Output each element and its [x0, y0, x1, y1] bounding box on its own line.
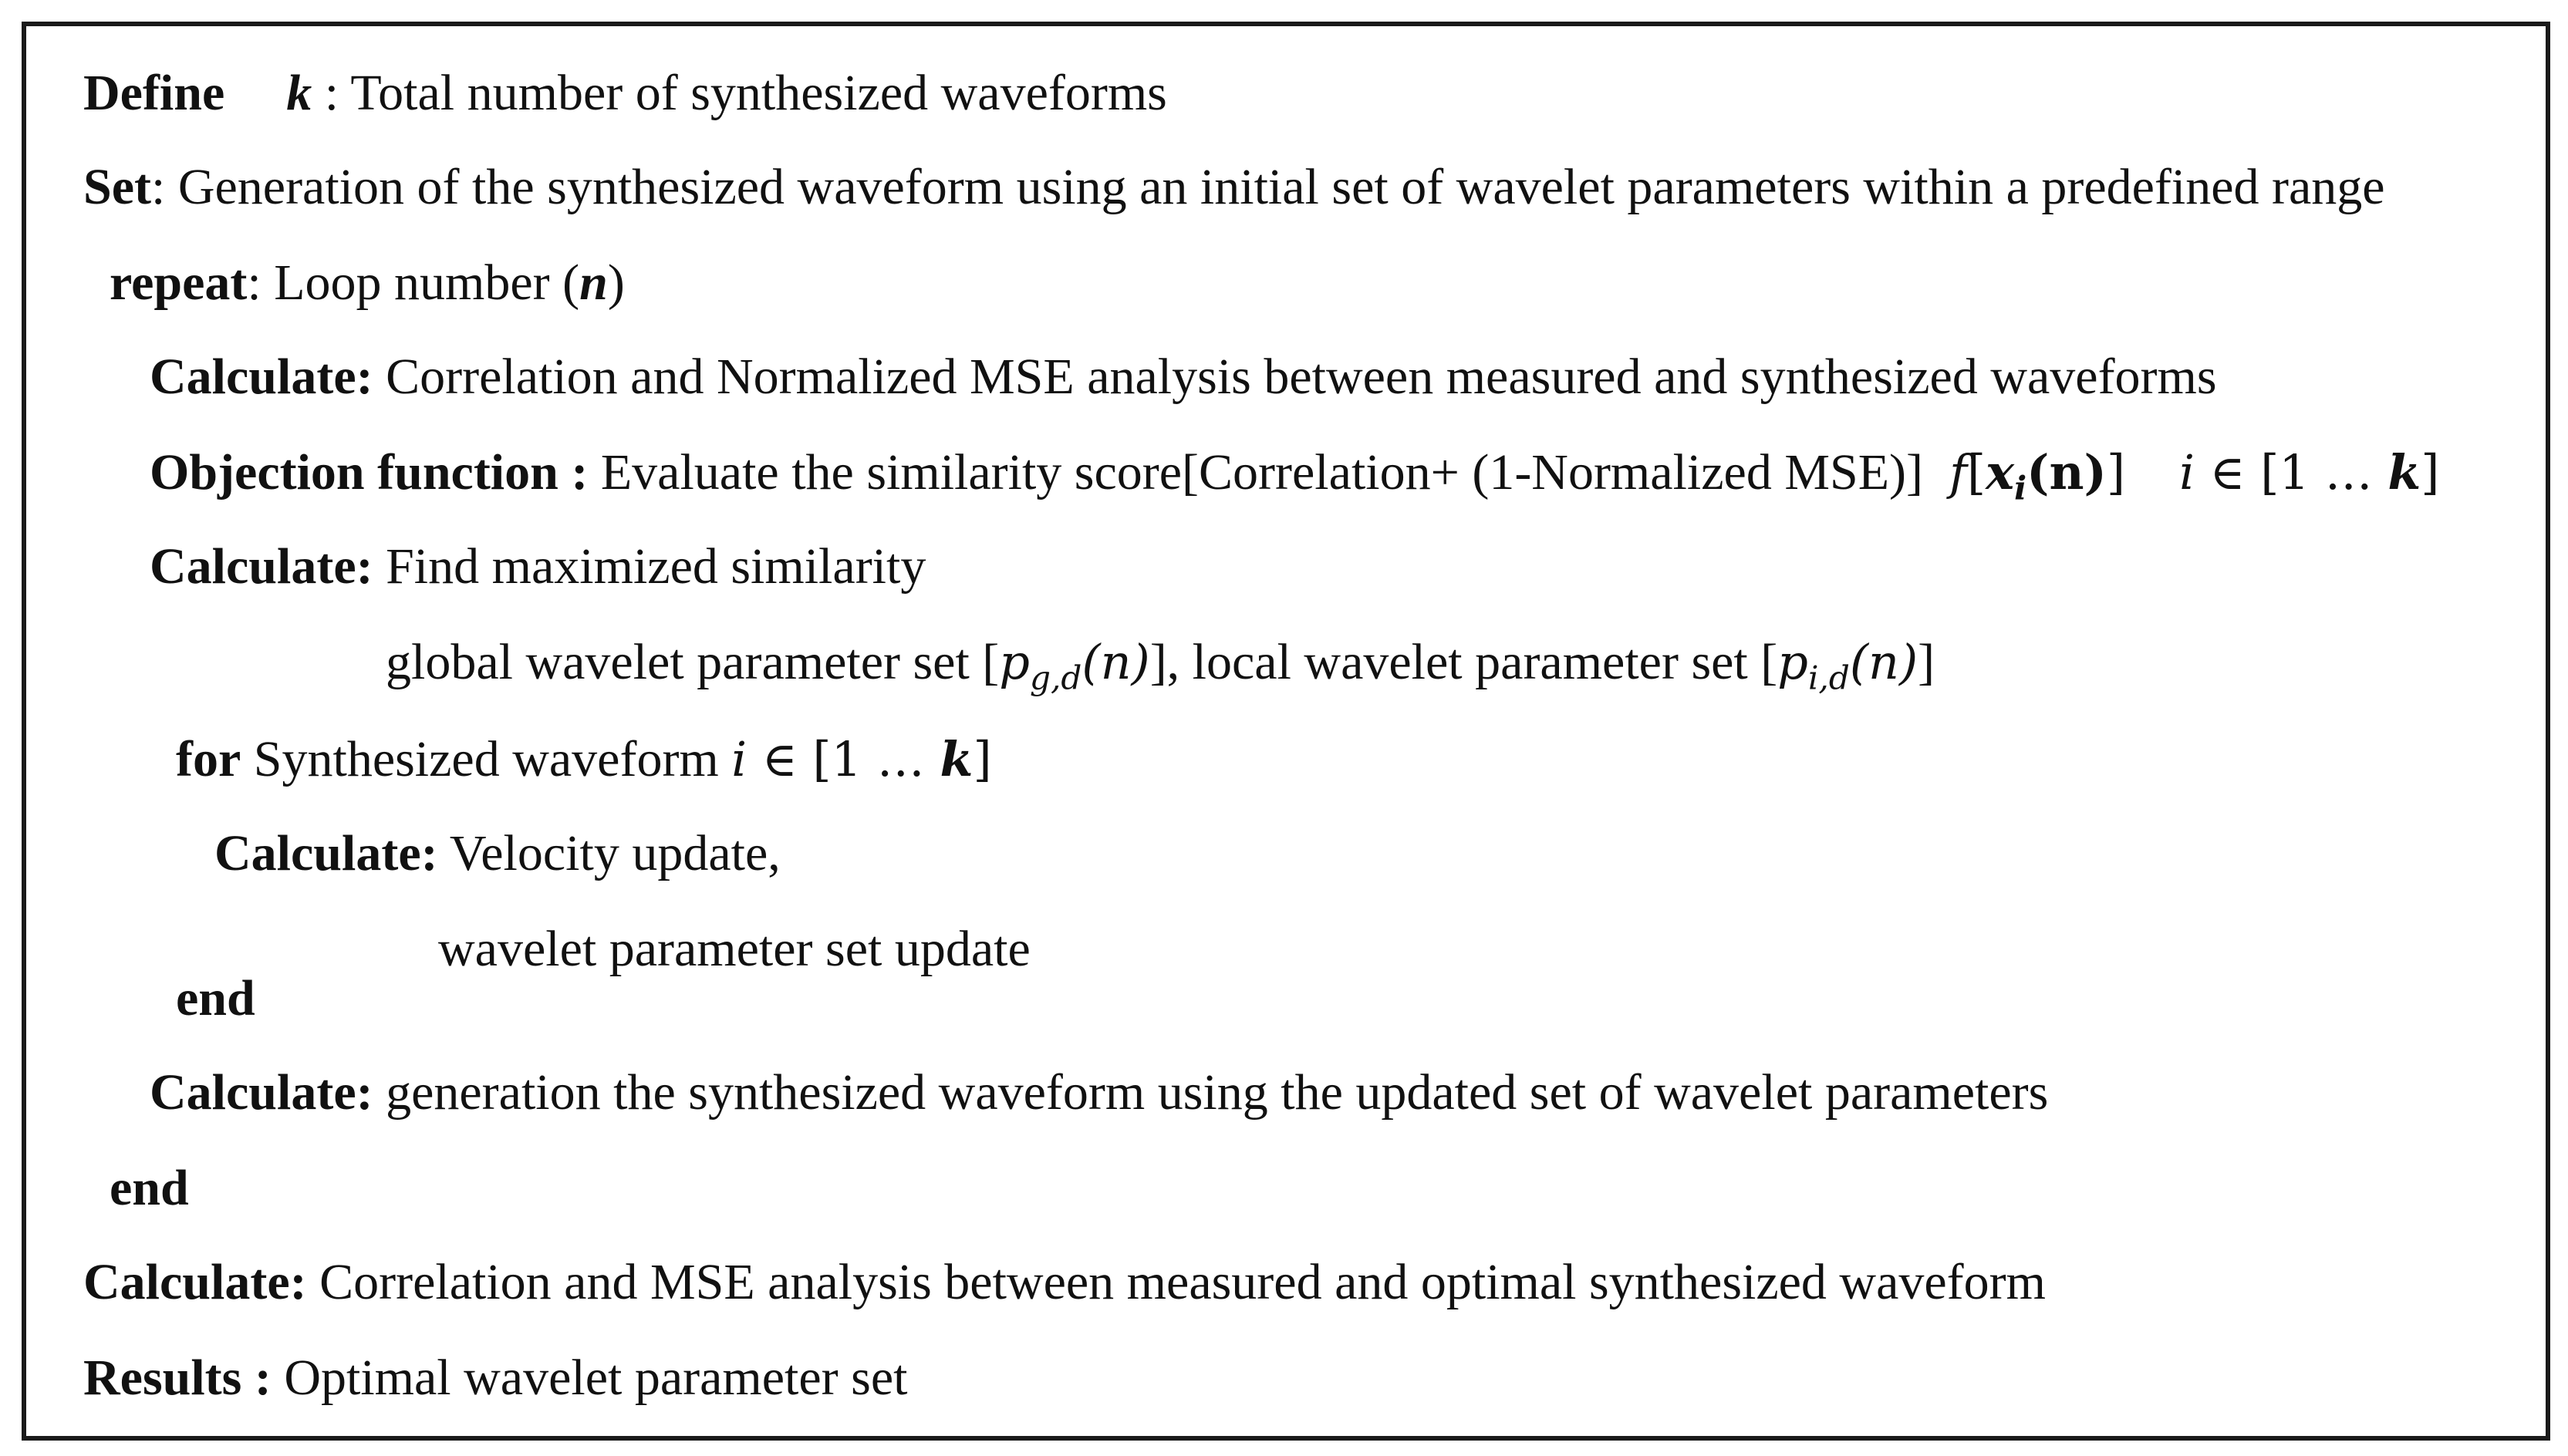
calculate-keyword: Calculate:: [150, 349, 373, 405]
repeat-line: [110, 254, 625, 311]
calculate-text: Velocity update,: [437, 825, 781, 881]
local-param-formula: $p_{i,d}(n)$: [1777, 634, 1918, 697]
for-line: [176, 731, 992, 787]
global-param-formula: $p_{g,d}(n)$: [999, 634, 1150, 697]
define-keyword: Define: [83, 65, 225, 121]
calculate-text: Correlation and Normalized MSE analysis between measured and synthesized waveforms: [373, 349, 2217, 405]
calculate-keyword: Calculate:: [83, 1254, 307, 1310]
calculate-text: Correlation and MSE analysis between measured and optimal synthesized waveform: [306, 1254, 2046, 1310]
define-text: : Total number of synthesized waveforms: [312, 65, 1167, 121]
end-keyword: end: [110, 1160, 189, 1216]
var-k: k: [286, 65, 312, 121]
calculate-correlation-line: [150, 349, 2217, 405]
calculate-keyword: Calculate:: [150, 538, 373, 595]
results-line: [83, 1350, 908, 1406]
var-n: n: [579, 254, 608, 311]
for-keyword: for: [176, 731, 241, 787]
index-range: i ∈ [1 … k]: [2179, 444, 2440, 501]
for-text: Synthesized waveform: [241, 731, 732, 787]
calculate-text: Find maximized similarity: [373, 538, 926, 595]
calculate-final-line: [83, 1254, 2046, 1310]
results-text: Optimal wavelet parameter set: [271, 1350, 908, 1406]
calculate-maximize-line: [150, 538, 926, 595]
objection-keyword: Objection function :: [150, 444, 589, 501]
end-repeat-line: [110, 1160, 189, 1216]
results-keyword: Results :: [83, 1350, 272, 1406]
objection-text: Evaluate the similarity score[Correlation+ (1-Normalized MSE)]: [588, 444, 1923, 501]
set-line: [83, 159, 2385, 215]
set-keyword: Set: [83, 159, 151, 215]
calculate-text: generation the synthesized waveform using the updated set of wavelet parameters: [373, 1064, 2049, 1121]
calculate-generation-line: [150, 1064, 2049, 1121]
parameter-sets-line: global wavelet parameter set $[p_{g,d}(n)]$, local wavelet parameter set $[p_{i,d}(n)]$: [386, 634, 1935, 697]
repeat-text-after: ): [607, 254, 625, 311]
repeat-keyword: repeat: [110, 254, 248, 311]
end-for-line: [176, 970, 255, 1026]
calculate-keyword: Calculate:: [150, 1064, 373, 1121]
end-keyword: end: [176, 970, 255, 1026]
calculate-keyword: Calculate:: [214, 825, 438, 881]
objection-function-line: [150, 444, 2440, 507]
set-text: : Generation of the synthesized waveform using an initial set of wavelet parameters within a predefined range: [150, 159, 2385, 215]
objective-formula: $f[x_i(n)]$: [1949, 444, 2126, 507]
for-range: i ∈ [1 … k]: [731, 731, 992, 787]
calculate-velocity-line: [214, 825, 781, 881]
repeat-text-before: : Loop number (: [247, 254, 580, 311]
parameter-update-line: wavelet parameter set update: [438, 921, 1031, 977]
define-line: [83, 65, 1167, 121]
